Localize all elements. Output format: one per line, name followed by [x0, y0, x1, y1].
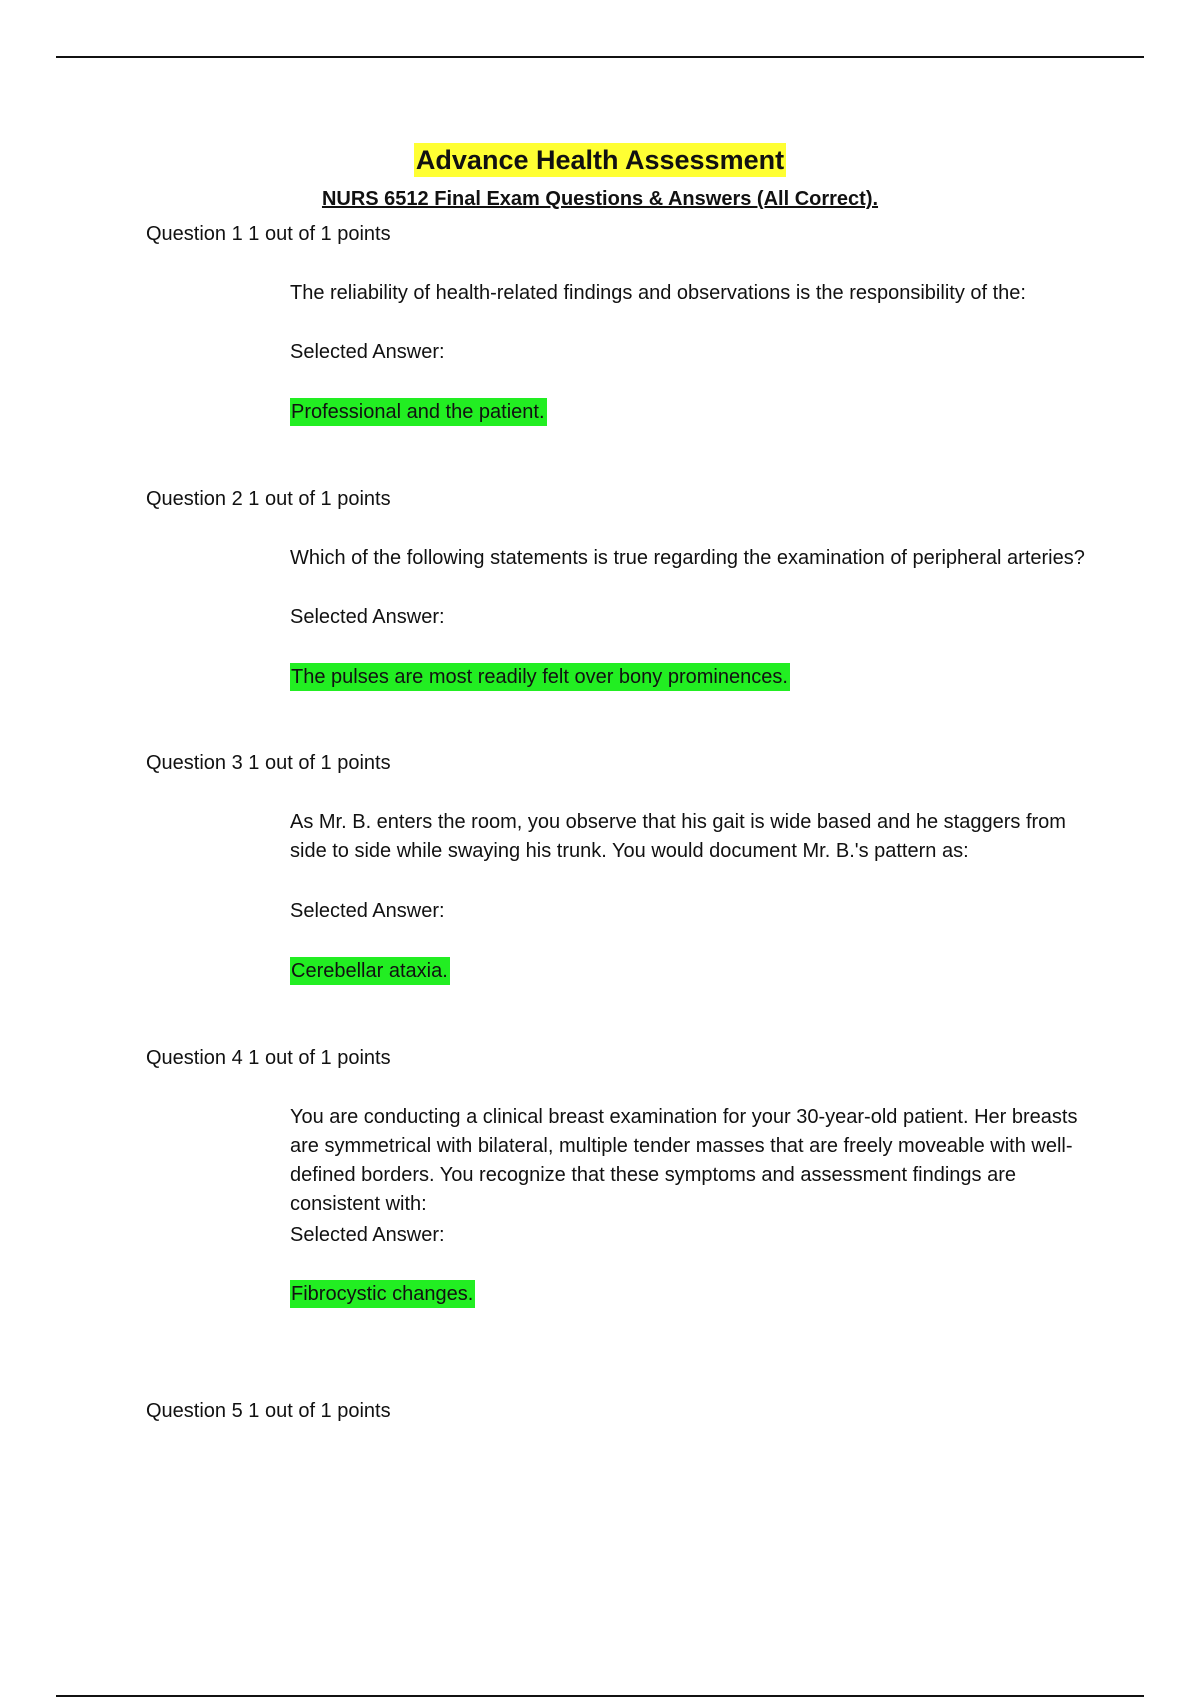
question-1-answer: Professional and the patient.: [290, 398, 547, 426]
question-3-answer: Cerebellar ataxia.: [290, 957, 450, 985]
question-3-header: Question 3 1 out of 1 points: [146, 752, 391, 774]
question-2-header: Question 2 1 out of 1 points: [146, 488, 391, 510]
question-4-selected-label: Selected Answer:: [290, 1224, 445, 1246]
question-3-text: As Mr. B. enters the room, you observe that his gait is wide based and he staggers from side to side while swaying his trunk. You would document Mr. B.'s pattern as:: [290, 811, 1066, 862]
question-3-selected-label: Selected Answer:: [290, 900, 445, 922]
question-1-header: Question 1 1 out of 1 points: [146, 223, 391, 245]
subtitle-block: [0, 186, 1200, 212]
question-5-header: Question 5 1 out of 1 points: [146, 1400, 391, 1422]
document-subtitle: NURS 6512 Final Exam Questions & Answers (All Correct).: [321, 188, 879, 210]
question-4-answer: Fibrocystic changes.: [290, 1280, 475, 1308]
question-2-selected-label: Selected Answer:: [290, 606, 445, 628]
question-2-answer: The pulses are most readily felt over bony prominences.: [290, 663, 790, 691]
question-4-header: Question 4 1 out of 1 points: [146, 1047, 391, 1069]
question-2-text: Which of the following statements is true regarding the examination of peripheral arteries?: [290, 547, 1085, 569]
question-1-text: The reliability of health-related findings and observations is the responsibility of the:: [290, 282, 1026, 304]
question-4-text: You are conducting a clinical breast examination for your 30-year-old patient. Her breasts are symmetrical with bilateral, multiple tender masses that are freely moveable with well-defined borders. You recognize that these symptoms and assessment findings are consistent with:: [290, 1106, 1078, 1215]
bottom-rule: [56, 1695, 1144, 1697]
top-rule: [56, 56, 1144, 58]
question-1-selected-label: Selected Answer:: [290, 341, 445, 363]
document-title: Advance Health Assessment: [415, 145, 785, 175]
title-block: [0, 143, 1200, 177]
